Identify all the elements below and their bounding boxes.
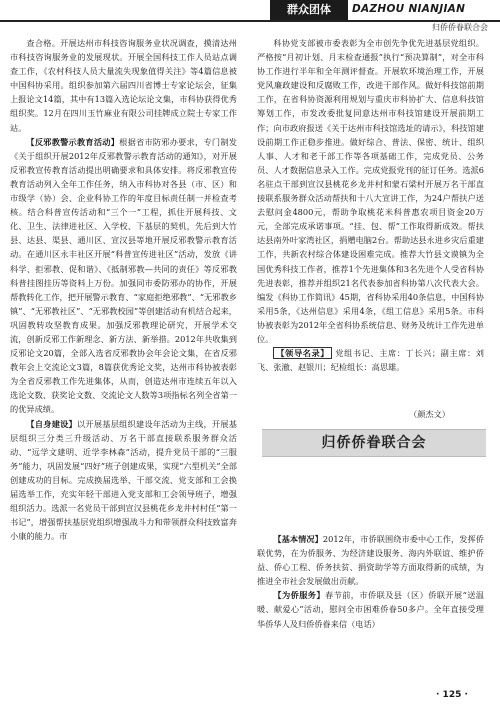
paragraph <box>10 135 237 417</box>
right-column-lower <box>257 532 484 694</box>
left-column <box>10 36 237 696</box>
subsection-label: 归侨侨眷联合会 <box>432 23 488 32</box>
lead-heading: 【为侨服务】 <box>273 590 325 601</box>
lead-heading: 【领导名录】 <box>273 347 332 359</box>
section-banner: 归侨侨眷联合会 <box>262 429 486 457</box>
paragraph <box>257 532 484 588</box>
paragraph-text: 2012年，市侨联围绕市委中心工作，发挥侨联优势，在为侨服务、为经济建设服务、海内外联谊、维护侨益、侨心工程、侨务扶贫、捐资助学等方面取得新的成绩，为推进全市社会发展做出贡献。 <box>257 534 484 587</box>
paragraph <box>257 588 484 630</box>
lead-heading: 【反邪教警示教育活动】 <box>26 136 120 147</box>
paragraph-text: 春节前，市侨联及县（区）侨联开展“送温暖、献爱心”活动，慰问全市困难侨眷50多户。全年直接受理华侨华人及归侨侨眷来信（电话） <box>257 590 484 629</box>
page-number: · 125 · <box>436 690 468 700</box>
right-column-upper <box>257 36 484 430</box>
paragraph <box>257 346 484 374</box>
paragraph: 科协党支部被市委表彰为全市创先争优先进基层党组织。严格按“月初计划、月末检查通报”执行“预决算制”，对全市科协工作进行半年和全年测评督查。开展软环境治理工作，开展党风廉政建设和反腐败工作，改进干部作风。做好科技馆前期工作，在省科协资源利用规划与重庆市科协扩大、信息科技馆筹划工作，市发改委批复同意达州市科技馆建设开展前期工作；向市政府报送《关于达州市科技馆选址的请示》，科技馆建设前期工作正稳步推进。做好综合、普法、保密、统计、组织人事、人才和老干部工作等各项基础工作，完成党员、公务员、人才数据信息录入工作。完成党报党刊的征订任务。选派6名驻点干部到宣汉县桃花乡龙井村和蒙石梁村开展万名干部直接联系服务群众活动帮扶和十八大宣讲工作，为24户帮扶户送去慰问金4800元，帮助争取桃花米科普惠农项目资金20万元，全部完成承诺事项。“挂、包、帮”工作取得新成效。帮扶达县南外叶家湾社区，捐赠电脑2台。帮助达县永进乡灾后重建工作，共新农村综合体建设困难完成。推荐大竹县文谟镇为全国优秀科技工作者，推荐1个先进集体和3名先进个人受省科协先进表彰，推荐并组织21名代表参加省科协第八次代表大会。编发《科协工作简讯》45期，省科协采用40条信息，中国科协采用5条，《达州信息》采用4条，《组工信息》采用5条。市科协被表彰为2012年全省科协系统信息、财务及统计工作先进单位。 <box>257 38 484 344</box>
paragraph-text: 根据省市防邪办要求，专门制发《关于组织开展2012年反邪教警示教育活动的通知》，对开展反邪教宣传教育活动提出明确要求和具体安排。将反邪教宣传教育活动列入全年工作任务，纳入市科协对各县（市、区）和市级学（协）会、企业科协工作的年度目标责任制一并检查考核。结合科普宣传活动和“三个一”工程，抓住开展科技、文化、卫生、法律进社区、入学校、下基层的契机，先后到大竹县、达县、渠县、通川区、宣汉县等地开展反邪教警示教育活动。在通川区永丰社区开展“科普宣传进社区”活动，发放《讲科学、拒邪教、促和谐》、《抵制邪教—共同的责任》等反邪教科普挂图挂历等资料上万份。加强同市委防邪办的协作，开展帮教转化工作，把开展警示教育、“家庭拒绝邪教”、“无邪教乡镇”、“无邪教社区”、“无邪教校园”等创建活动有机结合起来，巩固教转攻坚教育成果。加强反邪教理论研究，开展学术交流，创新反邪工作新理念、新方法、新举措。2012年共收集到反邪论文20篇，全部入选省反邪教协会年会论文集，在省反邪教年会上交流论文3篇，8篇获优秀论文奖，达州市科协被表彰为全省反邪教工作先进集体，从而，创造达州市连续五年以入选论文数、获奖论文数、交流论文人数等3项指标名列全省第一的优异成绩。 <box>10 136 237 415</box>
paragraph-text: 党组书记、主席：丁长兴；副主席：刘飞、张澈、赵银川；纪检组长：高思雄。 <box>257 348 484 373</box>
header-rule <box>0 20 500 22</box>
journal-title-en: DAZHOU NIANJIAN <box>352 3 466 15</box>
paragraph <box>10 417 237 544</box>
section-tag: 群众团体 <box>270 0 348 20</box>
paragraph-text: 以开展基层组织建设年活动为主线，开展基层组织三分类三升级活动、万名干部直接联系服务群众活动、“远学文建明、近学李林森”活动，提升党员干部的“三服务”能力，巩固发展“四好”班子创建成果，实现“六型机关”全部创建成功的目标。完成换届选举、干部交流、党支部和工会换届选举工作，充实年轻干部进入党支部和工会领导班子，增强组织活力。选派一名党员干部到宣汉县桃花乡龙井村村任“第一书记”，增强帮扶基层党组织增强战斗力和带领群众科技致富奔小康的能力。市 <box>10 418 237 542</box>
author-credit: （颜杰文） <box>409 409 450 419</box>
lead-heading: 【基本情况】 <box>273 534 323 544</box>
paragraph: 查合格。开展达州市科技咨询服务业状况调查，摸清达州市科技咨询服务业的发展现状。开展全国科技工作人员站点调查工作，《农村科技人员大量流失现象值得关注》等4篇信息被中国科协采用。组织参加第六届四川省博士专家论坛会，征集上报论文14篇，其中有13篇入选论坛论文集，市科协获得优秀组织奖。12月在四川玉竹麻业有限公司挂牌成立院士专家工作站。 <box>10 38 237 133</box>
lead-heading: 【自身建设】 <box>26 418 77 429</box>
